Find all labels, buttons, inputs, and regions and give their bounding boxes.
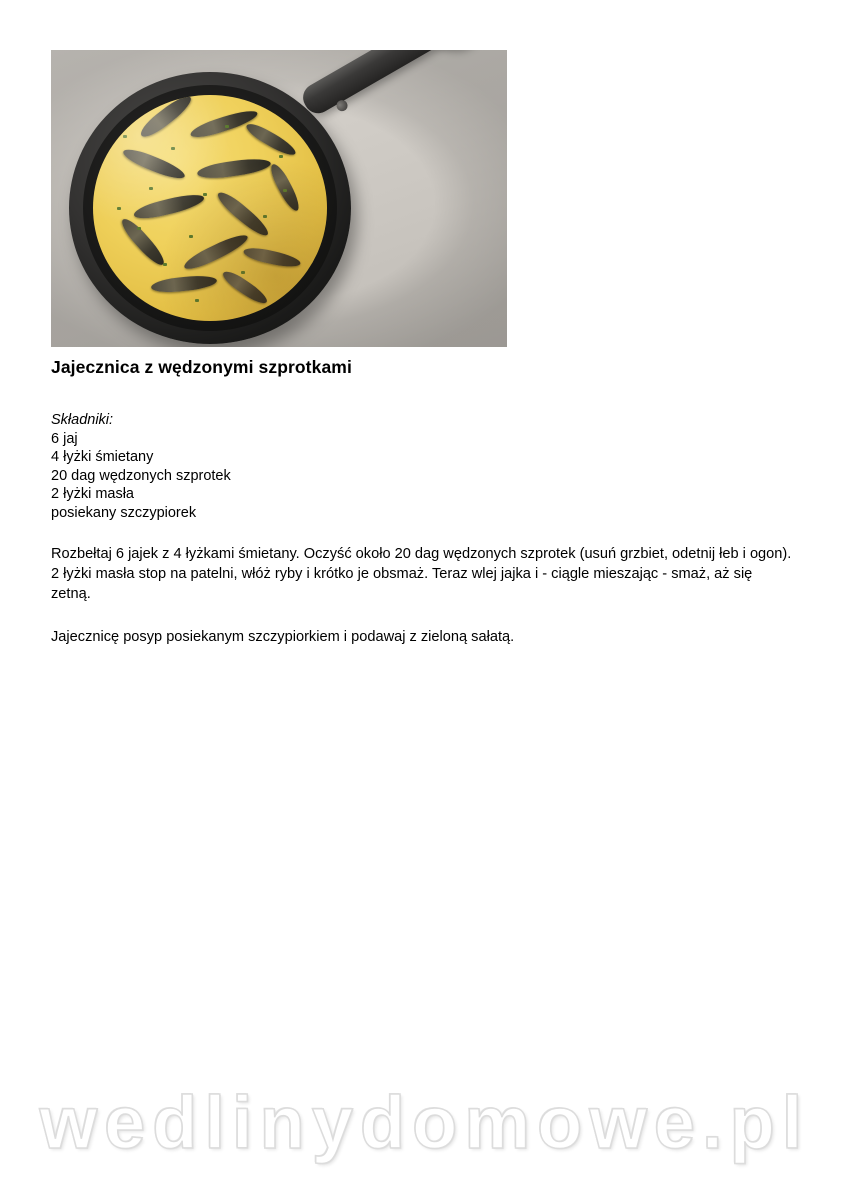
chive-speck bbox=[203, 193, 207, 196]
sprat-fish bbox=[132, 191, 205, 223]
sprat-fish bbox=[189, 107, 260, 142]
chive-speck bbox=[279, 155, 283, 158]
ingredient-item: 2 łyżki masła bbox=[51, 486, 134, 502]
site-watermark: wedlinydomowe.pl bbox=[39, 1081, 810, 1164]
sprat-fish bbox=[196, 156, 271, 181]
sprat-fish bbox=[267, 161, 303, 213]
document-content bbox=[51, 50, 799, 662]
ingredient-item: 4 łyżki śmietany bbox=[51, 449, 154, 465]
frying-pan bbox=[69, 72, 351, 344]
scrambled-eggs bbox=[93, 95, 327, 321]
sprat-fish bbox=[244, 120, 299, 159]
chive-speck bbox=[171, 147, 175, 150]
chive-speck bbox=[137, 227, 141, 230]
pan-interior bbox=[83, 85, 337, 331]
chive-speck bbox=[241, 271, 245, 274]
ingredient-item: 6 jaj bbox=[51, 430, 78, 447]
ingredients-list bbox=[51, 411, 799, 522]
sprat-fish bbox=[118, 215, 169, 269]
chive-speck bbox=[163, 263, 167, 266]
ingredients-heading: Składniki: bbox=[51, 412, 114, 428]
sprat-fish bbox=[137, 95, 195, 141]
instructions-paragraph-1: Rozbełtaj 6 jajek z 4 łyżkami śmietany. Oczyść około 20 dag wędzonych szprotek (usuń grzbiet, odetnij łeb i ogon). 2 łyżki masła stop na patelni, włóż ryby i krótko je obsmaż. Teraz wlej jajka i - ciągle mieszając - smaż, aż się zetną. bbox=[51, 546, 792, 602]
sprat-fish bbox=[220, 268, 270, 308]
recipe-photo bbox=[51, 50, 507, 347]
ingredient-item: 20 dag wędzonych szprotek bbox=[51, 467, 231, 484]
chive-speck bbox=[117, 207, 121, 210]
recipe-title: Jajecznica z wędzonymi szprotkami bbox=[51, 357, 352, 377]
ingredient-item: posiekany szczypiorek bbox=[51, 504, 197, 521]
chive-speck bbox=[123, 135, 127, 138]
photo-background bbox=[51, 50, 507, 347]
sprat-fish bbox=[181, 230, 250, 273]
sprat-fish bbox=[242, 245, 301, 270]
chive-speck bbox=[225, 125, 229, 128]
pan-handle-rivet bbox=[335, 98, 350, 113]
chive-speck bbox=[149, 187, 153, 190]
sprat-fish bbox=[121, 145, 187, 183]
chive-speck bbox=[283, 189, 287, 192]
chive-speck bbox=[263, 215, 267, 218]
sprat-fish bbox=[214, 188, 272, 240]
sprat-fish bbox=[150, 274, 217, 295]
instructions-paragraph-2: Jajecznicę posyp posiekanym szczypiorkiem i podawaj z zieloną sałatą. bbox=[51, 629, 515, 645]
pan-handle-bar bbox=[298, 50, 465, 118]
chive-speck bbox=[195, 299, 199, 302]
chive-speck bbox=[189, 235, 193, 238]
